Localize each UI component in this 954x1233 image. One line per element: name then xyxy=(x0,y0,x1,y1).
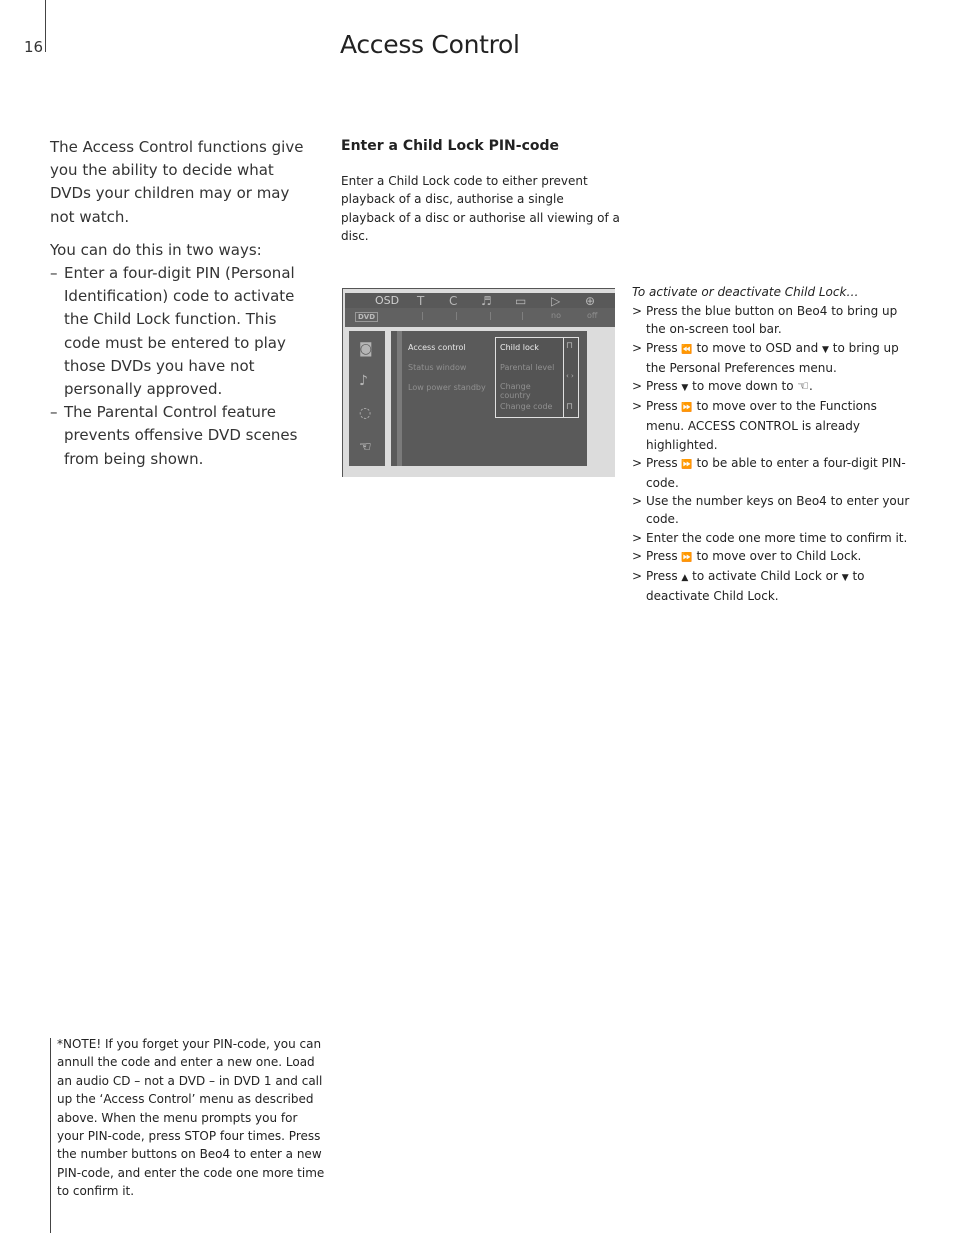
lock-icon: ⊓ xyxy=(566,341,574,351)
instruction-step: > Press ▲ to activate Child Lock or ▼ to deactivate Child Lock. xyxy=(632,569,865,604)
toolbar-value-no: no xyxy=(551,311,561,320)
submenu-item-parental-level: Parental level xyxy=(500,363,555,372)
osd-submenu xyxy=(495,337,564,418)
down-arrow-icon: ▼ xyxy=(822,344,829,355)
step-text: to bring up the Personal Preferences menu. xyxy=(646,340,899,375)
lock-icon: ⊓ xyxy=(566,402,574,412)
bullet-text: Enter a four-digit PIN (Personal Identification) code to activate the Child Lock function. This code must be entered to play those DVDs you have not personally approved. xyxy=(64,264,295,399)
step-text: to activate Child Lock or xyxy=(688,569,842,584)
fast-forward-icon: ⏩ xyxy=(681,403,693,414)
submenu-item-child-lock: Child lock xyxy=(500,343,539,352)
step-text: Use the number keys on Beo4 to enter your code. xyxy=(646,494,910,527)
instruction-step: > Press ▼ to move down to ☜. xyxy=(632,379,813,395)
step-text: Enter the code one more time to confirm it. xyxy=(646,530,908,545)
step-text: Press xyxy=(646,399,682,414)
play-icon: ▷ xyxy=(551,294,561,308)
step-text: Press xyxy=(646,340,682,355)
osd-screen-illustration xyxy=(342,288,615,477)
intro-text xyxy=(50,136,312,471)
step-text: to be able to enter a four-digit PIN-code. xyxy=(646,455,906,491)
submenu-item-change-country: Change country xyxy=(500,382,531,400)
down-arrow-icon: ▼ xyxy=(681,383,689,394)
hand-icon: ☜ xyxy=(797,379,810,395)
menu-stripe xyxy=(397,331,402,466)
step-text: to move to OSD and xyxy=(692,340,822,355)
osd-lock-column xyxy=(563,337,579,418)
toolbar-divider: | xyxy=(521,311,524,320)
step-text: to move over to Child Lock. xyxy=(692,548,862,563)
step-text: Press xyxy=(646,455,682,470)
rewind-icon: ⏪ xyxy=(681,344,693,355)
list-item: – Enter a four-digit PIN (Personal Identification) code to activate the Child Lock function. This code must be entered to play those DVDs you have not personally approved. xyxy=(50,264,295,399)
section-heading: Enter a Child Lock PIN-code xyxy=(341,138,560,154)
up-arrow-icon: ▲ xyxy=(681,573,689,584)
osd-icon: OSD xyxy=(375,294,400,307)
zoom-icon: ⊕ xyxy=(585,294,596,308)
music-note-icon: ♪ xyxy=(359,373,368,389)
toolbar-divider: | xyxy=(455,311,458,320)
instructions-lead: To activate or deactivate Child Lock… xyxy=(632,285,859,299)
step-text: Press xyxy=(646,569,682,584)
instructions xyxy=(632,283,912,605)
instruction-step: > Use the number keys on Beo4 to enter your code. xyxy=(632,494,910,527)
step-text: Press xyxy=(646,548,682,563)
step-text: Press xyxy=(646,379,682,394)
list-item: – The Parental Control feature prevents offensive DVD scenes from being shown. xyxy=(50,403,298,468)
step-text: Press the blue button on Beo4 to bring up the on-screen tool bar. xyxy=(646,304,898,337)
audio-icon: ♬ xyxy=(481,294,492,308)
menu-item-status-window: Status window xyxy=(408,363,467,372)
instruction-step: > Press the blue button on Beo4 to bring up the on-screen tool bar. xyxy=(632,304,898,337)
chapter-icon: C xyxy=(449,294,458,308)
osd-category-column xyxy=(349,331,385,466)
step-text: . xyxy=(809,379,813,394)
fast-forward-icon: ⏩ xyxy=(681,552,693,563)
intro-paragraph: The Access Control functions give you the ability to decide what DVDs your children may or may not watch. xyxy=(50,138,304,226)
title-icon: T xyxy=(417,294,425,308)
header-rule xyxy=(45,0,46,52)
page-title: Access Control xyxy=(340,30,520,59)
hand-icon: ☜ xyxy=(359,439,372,455)
step-text: to deactivate Child Lock. xyxy=(646,569,865,604)
toolbar-divider: | xyxy=(421,311,424,320)
footnote: *NOTE! If you forget your PIN-code, you can annull the code and enter a new one. Load an audio CD – not a DVD – in DVD 1 and call up the ‘Access Control’ menu as described above. When the menu prompts you for your PIN-code, press STOP four times. Press the number buttons on Beo4 to enter a new PIN-code, and enter the code one more time to confirm it. xyxy=(57,1037,325,1199)
section-body: Enter a Child Lock code to either prevent playback of a disc, authorise a single playback of a disc or authorise all viewing of a disc. xyxy=(341,174,620,244)
dvd-logo: DVD xyxy=(355,312,378,322)
menu-item-low-power-standby: Low power standby xyxy=(408,383,486,392)
toolbar-divider: | xyxy=(489,311,492,320)
menu-item-access-control: Access control xyxy=(408,343,466,352)
instruction-step: > Enter the code one more time to confirm it. xyxy=(632,530,908,545)
step-text: to move over to the Functions menu. ACCESS CONTROL is already highlighted. xyxy=(646,399,877,452)
subtitle-icon: ▭ xyxy=(515,294,527,308)
intro-lead: You can do this in two ways: xyxy=(50,240,262,259)
instruction-step: > Press ⏪ to move to OSD and ▼ to bring up the Personal Preferences menu. xyxy=(632,340,899,375)
toolbar-value-off: off xyxy=(587,311,598,320)
note-rule xyxy=(50,1038,51,1233)
instruction-step: > Press ⏩ to be able to enter a four-digit PIN-code. xyxy=(632,455,906,491)
bullet-text: The Parental Control feature prevents offensive DVD scenes from being shown. xyxy=(64,403,298,468)
step-text: to move down to xyxy=(688,379,798,394)
chevron-icon: ‹ › xyxy=(566,372,574,380)
page-number: 16 xyxy=(24,38,44,56)
instruction-step: > Press ⏩ to move over to the Functions menu. ACCESS CONTROL is already highlighted. xyxy=(632,399,877,452)
intro-bullet-list xyxy=(50,262,312,471)
fast-forward-icon: ⏩ xyxy=(681,459,693,470)
speech-bubble-icon: ◌ xyxy=(359,405,372,421)
down-arrow-icon: ▼ xyxy=(841,573,849,584)
osd-menu-panel xyxy=(391,331,587,466)
osd-toolbar-values xyxy=(345,308,615,327)
submenu-item-change-code: Change code xyxy=(500,402,553,411)
picture-icon: ◙ xyxy=(359,341,373,357)
instruction-step: > Press ⏩ to move over to Child Lock. xyxy=(632,548,862,563)
